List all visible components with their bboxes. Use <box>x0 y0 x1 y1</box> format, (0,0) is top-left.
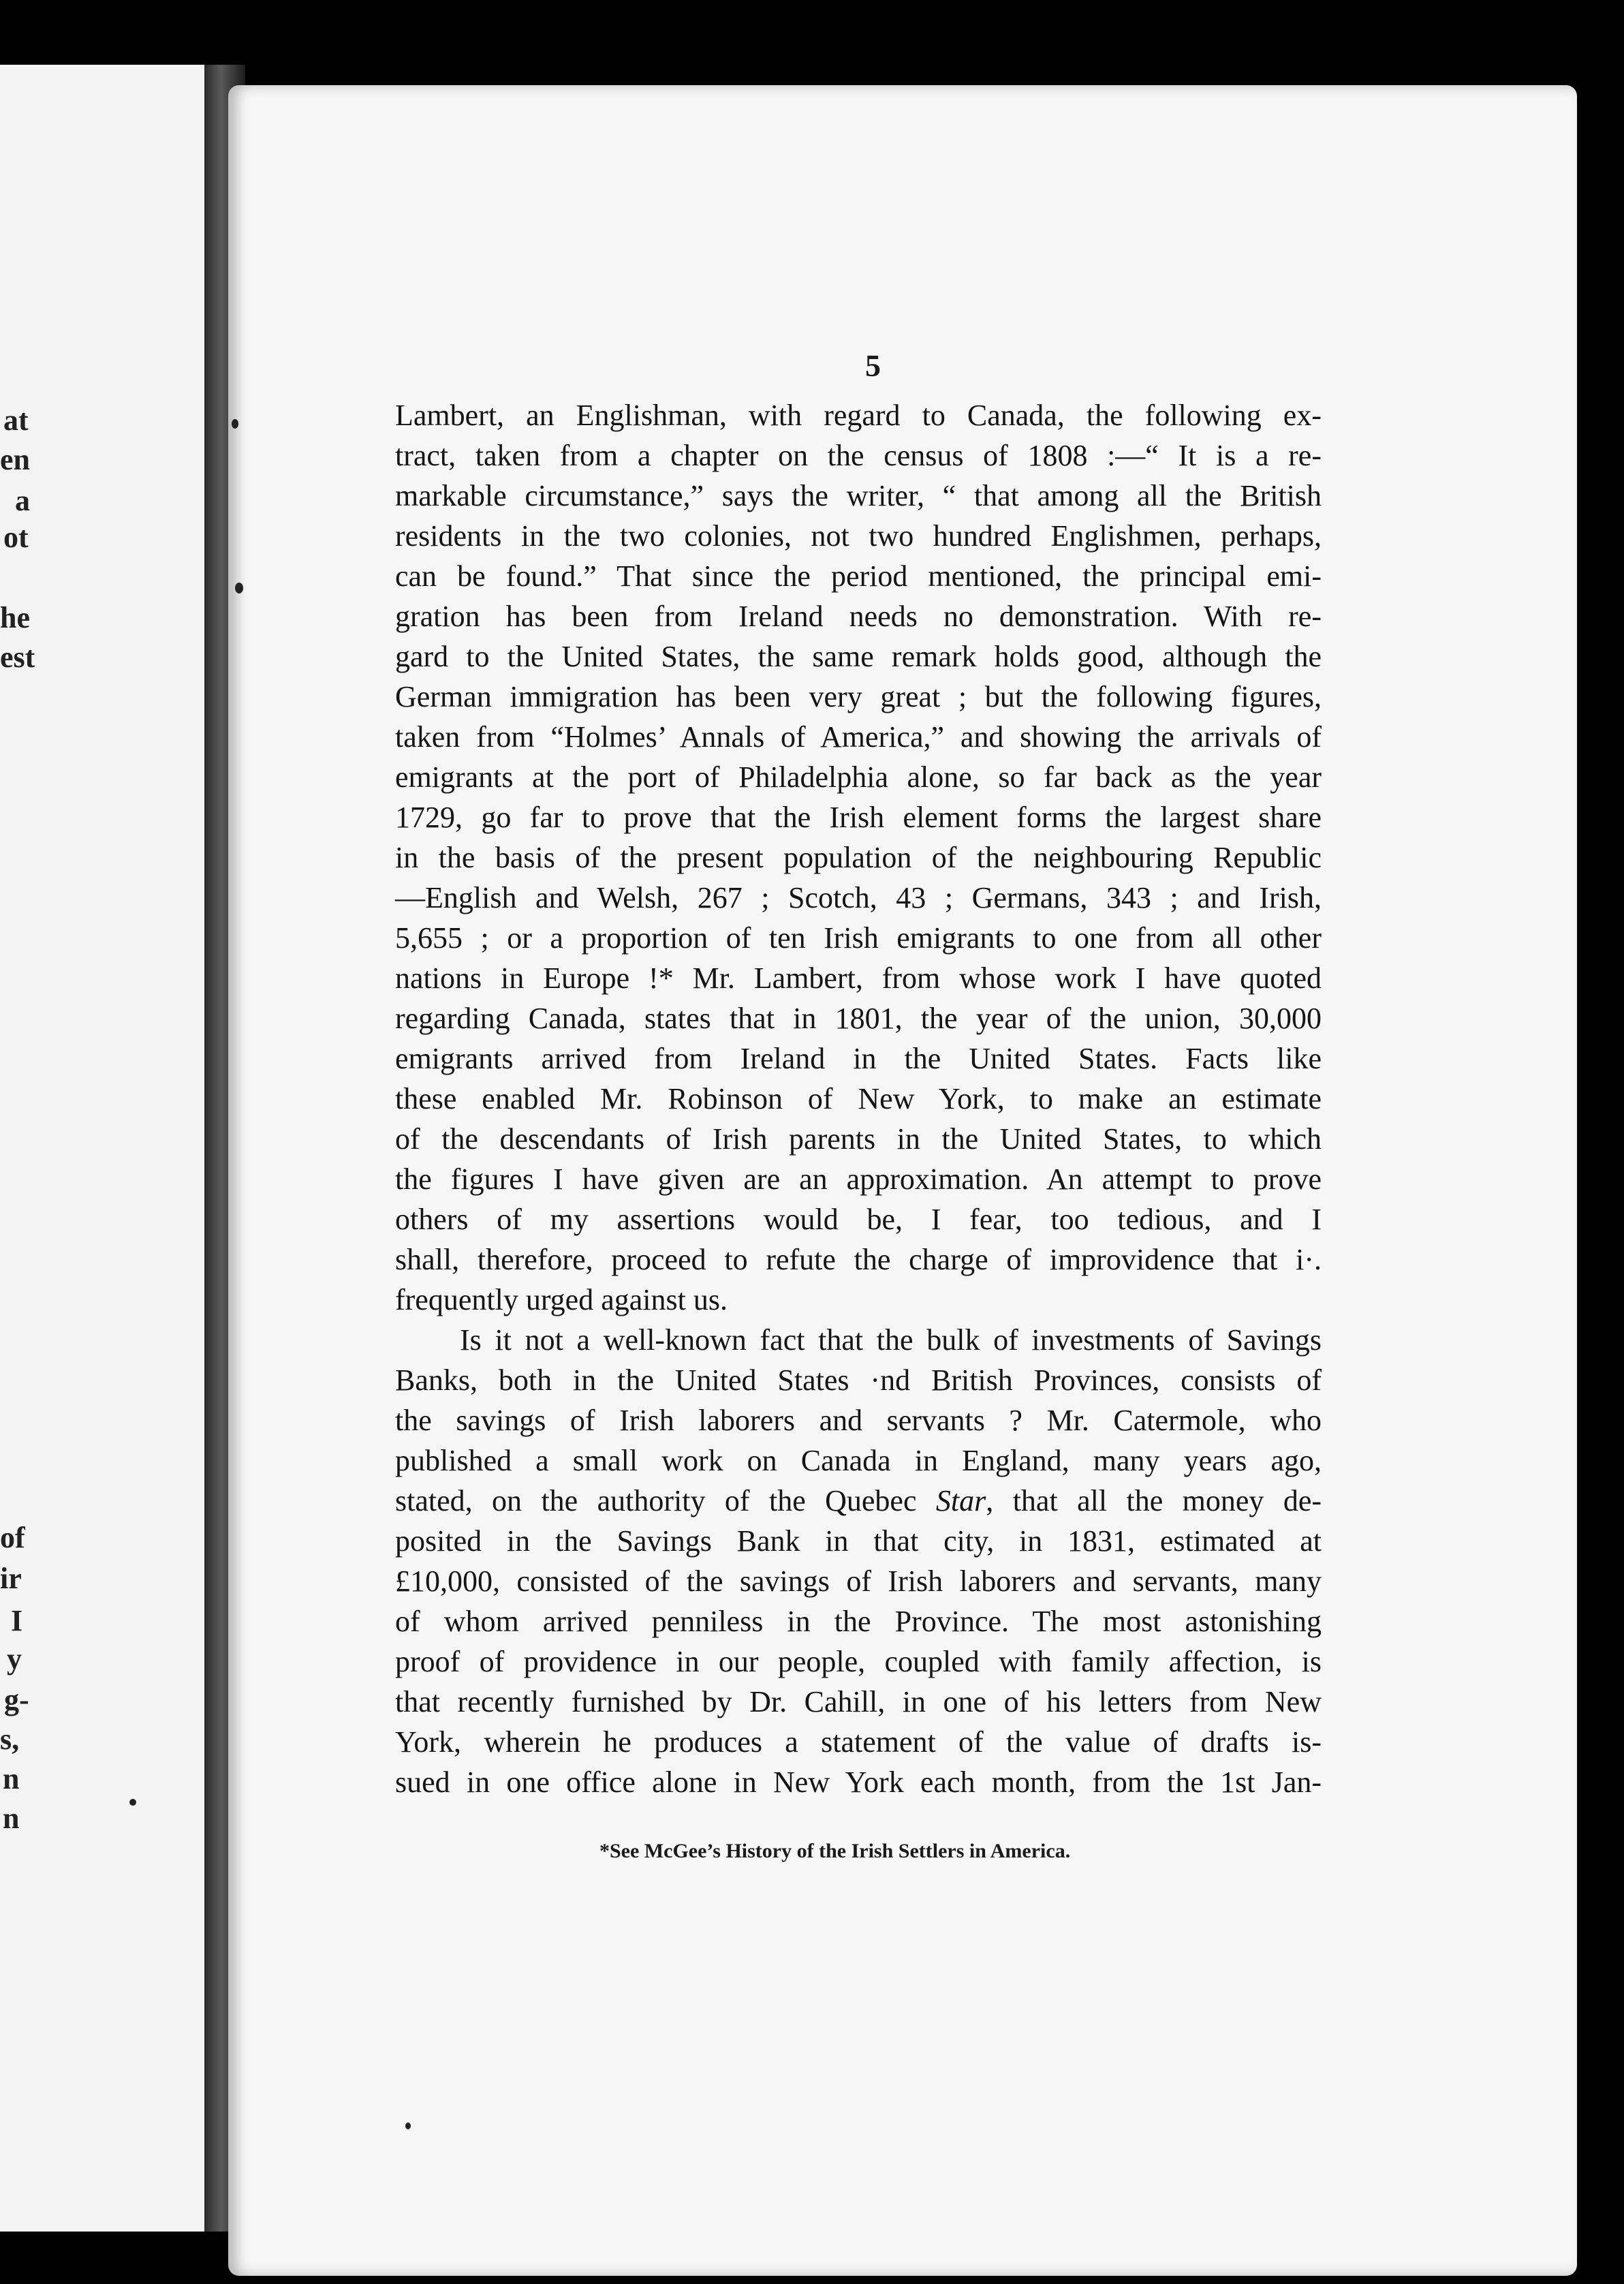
edge-fragment: I <box>11 1604 23 1637</box>
text-line: German immigration has been very great ; but the following figures, <box>395 680 1322 713</box>
text-line: gration has been from Ireland needs no demonstration. With re- <box>395 600 1322 633</box>
edge-fragment: a <box>15 484 30 517</box>
text-line: that recently furnished by Dr. Cahill, in one of his letters from New <box>395 1685 1322 1718</box>
edge-fragment: n <box>3 1802 20 1835</box>
footnote: *See McGee’s History of the Irish Settlers in America. <box>599 1840 1071 1862</box>
body-text <box>395 395 1322 1802</box>
text-line: published a small work on Canada in England, many years ago, <box>395 1444 1322 1477</box>
text-line: proof of providence in our people, coupled with family affection, is <box>395 1645 1322 1678</box>
text-line: 1729, go far to prove that the Irish element forms the largest share <box>395 801 1322 834</box>
scan-speck <box>405 2123 411 2129</box>
text-line: 5,655 ; or a proportion of ten Irish emigrants to one from all other <box>395 921 1322 955</box>
text-line: others of my assertions would be, I fear, too tedious, and I <box>395 1203 1322 1236</box>
text-line: Lambert, an Englishman, with regard to Canada, the following ex- <box>395 399 1322 432</box>
text-line: nations in Europe !* Mr. Lambert, from whose work I have quoted <box>395 961 1322 995</box>
text-line: regarding Canada, states that in 1801, the year of the union, 30,000 <box>395 1002 1322 1035</box>
text-line: stated, on the authority of the Quebec Star, that all the money de- <box>395 1484 1322 1517</box>
edge-fragment: ot <box>3 521 29 554</box>
text-line: of the descendants of Irish parents in the United States, to which <box>395 1122 1322 1156</box>
text-line: emigrants arrived from Ireland in the United States. Facts like <box>395 1042 1322 1075</box>
text-line: taken from “Holmes’ Annals of America,” and showing the arrivals of <box>395 720 1322 754</box>
left-page <box>0 65 221 2232</box>
left-page-edge-text <box>0 65 109 2232</box>
text-line: frequently urged against us. <box>395 1283 728 1316</box>
text-line: gard to the United States, the same remark holds good, although the <box>395 640 1322 673</box>
text-line: the figures I have given are an approximation. An attempt to prove <box>395 1162 1322 1196</box>
edge-fragment: est <box>0 641 35 674</box>
text-line: of whom arrived penniless in the Province. The most astonishing <box>395 1605 1322 1638</box>
text-line: York, wherein he produces a statement of the value of drafts is- <box>395 1725 1322 1759</box>
text-line: markable circumstance,” says the writer, “ that among all the British <box>395 479 1322 512</box>
text-line: emigrants at the port of Philadelphia alone, so far back as the year <box>395 760 1322 794</box>
text-line: sued in one office alone in New York each month, from the 1st Jan- <box>395 1765 1322 1799</box>
edge-fragment: en <box>0 443 30 476</box>
italic-word: Star <box>935 1484 986 1517</box>
edge-fragment: s, <box>0 1723 20 1756</box>
edge-fragment: of <box>0 1521 25 1554</box>
text-line: can be found.” That since the period mentioned, the principal emi- <box>395 559 1322 593</box>
edge-fragment: at <box>3 403 29 437</box>
text-line: Is it not a well-known fact that the bulk of investments of Savings <box>460 1323 1322 1357</box>
text-line: in the basis of the present population of the neighbouring Republic <box>395 841 1322 874</box>
paragraph-2 <box>395 1320 1322 1802</box>
scan-speck <box>129 1799 136 1806</box>
text-line: posited in the Savings Bank in that city, in 1831, estimated at <box>395 1524 1322 1558</box>
paragraph-1 <box>395 395 1322 1320</box>
edge-fragment: g- <box>4 1683 29 1716</box>
page-number: 5 <box>865 348 881 383</box>
text-line: residents in the two colonies, not two hundred Englishmen, perhaps, <box>395 519 1322 553</box>
edge-fragment: n <box>3 1762 20 1795</box>
text-line: these enabled Mr. Robinson of New York, to make an estimate <box>395 1082 1322 1115</box>
edge-fragment: he <box>0 601 30 634</box>
text-line: the savings of Irish laborers and servants ? Mr. Catermole, who <box>395 1404 1322 1437</box>
scan-speck <box>235 583 243 593</box>
edge-fragment: ir <box>0 1562 22 1595</box>
text-line: tract, taken from a chapter on the census of 1808 :—“ It is a re- <box>395 439 1322 472</box>
text-line: £10,000, consisted of the savings of Irish laborers and servants, many <box>395 1564 1322 1598</box>
scan-speck <box>232 419 238 429</box>
edge-fragment: y <box>7 1642 22 1676</box>
text-line: shall, therefore, proceed to refute the charge of improvidence that i·. <box>395 1243 1322 1276</box>
text-line: Banks, both in the United States ·nd British Provinces, consists of <box>395 1363 1322 1397</box>
text-line: —English and Welsh, 267 ; Scotch, 43 ; Germans, 343 ; and Irish, <box>395 881 1322 914</box>
